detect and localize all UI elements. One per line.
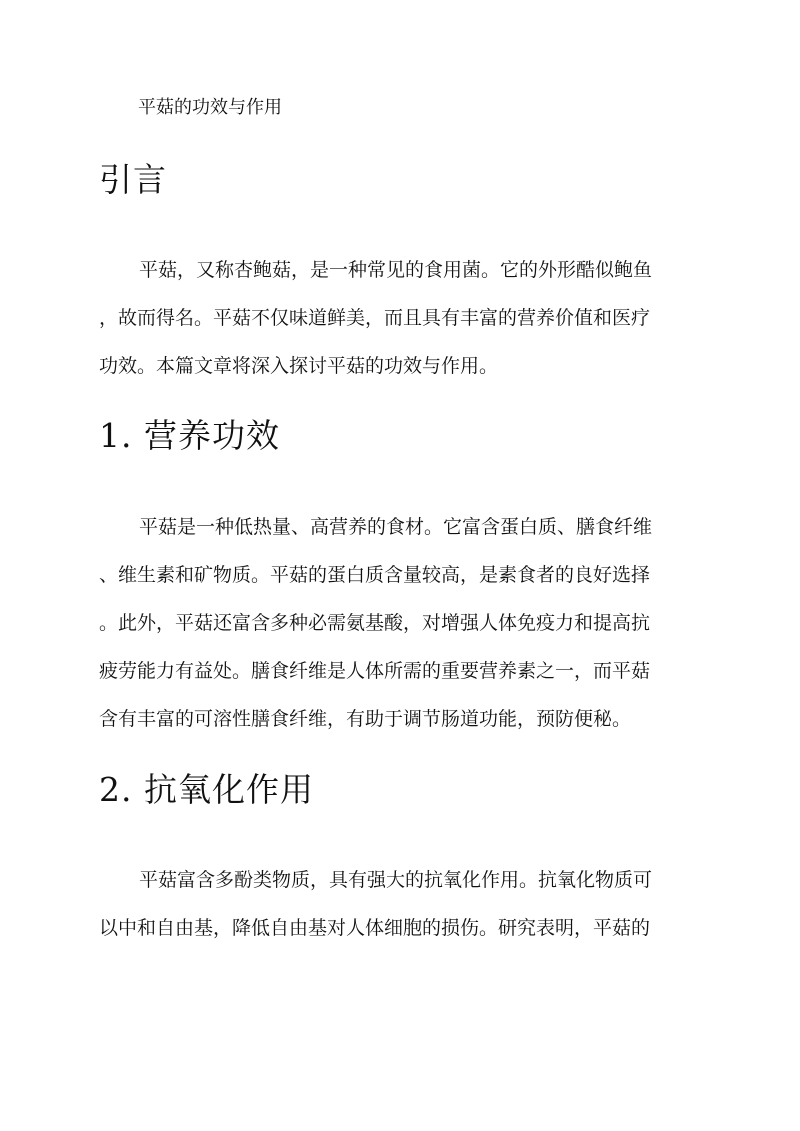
paragraph-line: 功效。本篇文章将深入探讨平菇的功效与作用。 [99,355,499,377]
paragraph-line: 以中和自由基，降低自由基对人体细胞的损伤。研究表明，平菇的 [99,917,651,939]
paragraph-antioxidant [99,856,703,952]
section-heading-nutrition: 1. 营养功效 [99,416,280,455]
paragraph-line: 含有丰富的可溶性膳食纤维，有助于调节肠道功能，预防便秘。 [99,708,632,730]
paragraph-introduction [99,246,703,390]
section-heading-antioxidant: 2. 抗氧化作用 [99,770,314,809]
section-heading-introduction: 引言 [99,160,167,199]
paragraph-nutrition [99,503,703,743]
document-title: 平菇的功效与作用 [138,97,282,118]
paragraph-line: 。此外，平菇还富含多种必需氨基酸，对增强人体免疫力和提高抗 [99,612,651,634]
paragraph-line: 、维生素和矿物质。平菇的蛋白质含量较高，是素食者的良好选择 [99,564,651,586]
paragraph-line: 疲劳能力有益处。膳食纤维是人体所需的重要营养素之一，而平菇 [99,660,651,682]
paragraph-line: 平菇，又称杏鲍菇，是一种常见的食用菌。它的外形酷似鲍鱼 [139,259,653,281]
paragraph-line: 平菇是一种低热量、高营养的食材。它富含蛋白质、膳食纤维 [139,516,653,538]
paragraph-line: 平菇富含多酚类物质，具有强大的抗氧化作用。抗氧化物质可 [139,869,653,891]
paragraph-line: ，故而得名。平菇不仅味道鲜美，而且具有丰富的营养价值和医疗 [99,307,651,329]
